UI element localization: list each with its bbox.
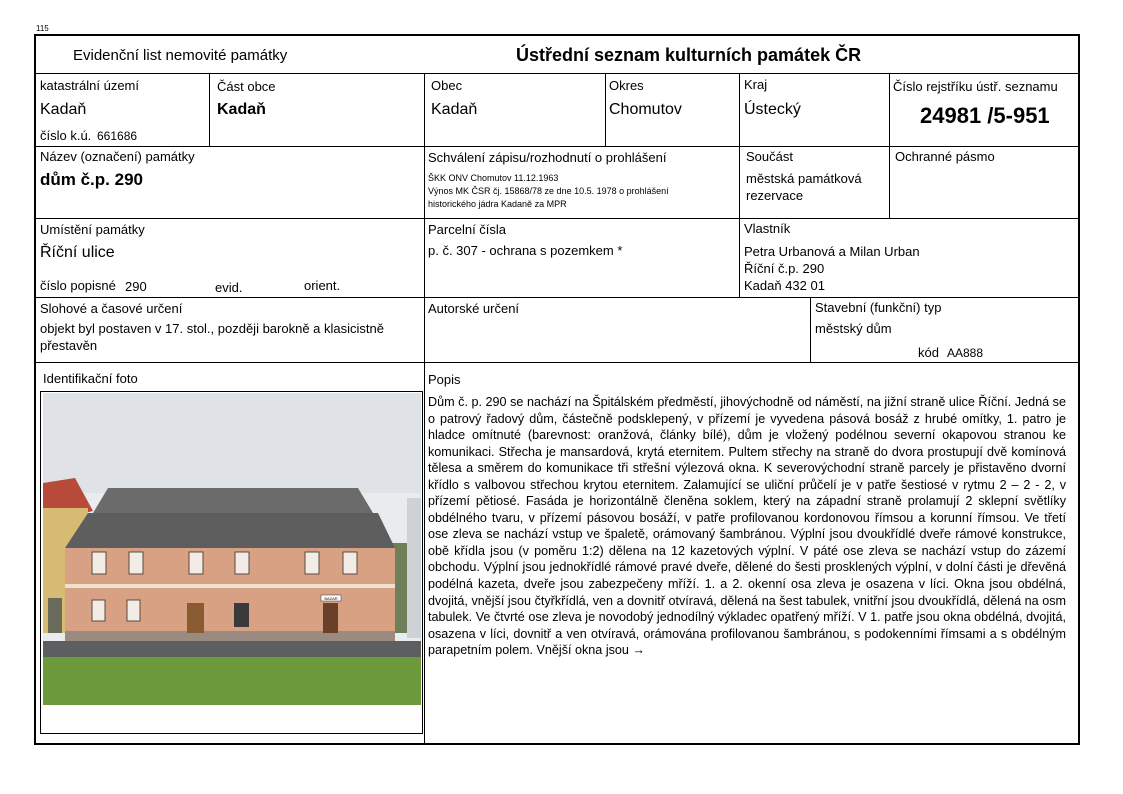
- page-number: 115: [36, 24, 49, 33]
- kraj-label: Kraj: [744, 77, 768, 92]
- building-photo: [43, 393, 421, 705]
- kod-value: AA888: [947, 346, 984, 360]
- divider: [424, 74, 425, 744]
- vlastnik-line1: Petra Urbanová a Milan Urban: [744, 244, 920, 259]
- cislo-ku-label: číslo k.ú.: [40, 128, 92, 143]
- shop-sign: BAZAR: [324, 596, 338, 601]
- katastralni-value: Kadaň: [40, 101, 87, 118]
- divider: [35, 362, 1079, 363]
- popis-label: Popis: [428, 372, 461, 387]
- schvaleni-line2: Výnos MK ČSR čj. 15868/78 ze dne 10.5. 1978 o prohlášení: [428, 186, 669, 196]
- cast-obce-value: Kadaň: [217, 101, 266, 118]
- divider: [605, 74, 606, 146]
- vlastnik-label: Vlastník: [744, 221, 791, 236]
- ochranne-label: Ochranné pásmo: [895, 149, 995, 164]
- evid-label: evid.: [215, 280, 243, 295]
- divider: [35, 73, 1079, 74]
- umisteni-value: Říční ulice: [40, 244, 115, 261]
- vlastnik-line2: Říční č.p. 290: [744, 261, 825, 276]
- soucast-line1: městská památková: [746, 171, 862, 186]
- popis-text: Dům č. p. 290 se nachází na Špitálském předměstí, jihovýchodně od náměstí, na jižní straně ulice Říční. Jedná se o patrový řadový dům, částečně podsklepený, v přízemí je vyvedena pásová bosáž z hrubé omítky, 1. patro je hladce omítnuté (barevnost: oranžová, články bílé), dům je vložený podélnou severní okapovou stranou ke komunikaci. Střecha je mansardová, krytá eternitem. Pultem střechy na straně do dvora prostupují dvě komínová tělesa a směrem do komunikace tři střešní výlezová okna. K severovýchodní straně parcely je přistavěno dvorní křídlo s valbovou střechou krytou eternitem. Zalamující se uliční průčelí je v patře šestiosé v rytmu 2 – 2 - 2, v přízemí pětiosé. Fasáda je horizontálně členěna soklem, který na západní straně prolamují 2 sklepní světlíky obdélného tvaru, v přízemí pásovou bosáží, v patře profilovanou kordonovou římsou a korunní římsou. Ve třetí ose zleva se nachází vstup ve špaletě, orámovaný šambránou. Výplní jsou dvoukřídlé dveře rámové konstrukce, obě křídla jsou (v poměru 1:2) dělena na 12 kazetových výplní. V páté ose zleva se nachází vstup do zázemí obchodu. Výplní jsou jednokřídlé rámové pravé dveře, dělené do šesti prosklených výplní, v dolní části je dřevěná podélná kazeta, dveře jsou zabezpečeny mříží. 1. a 2. okenní osa zleva je osazena v líci. Okna jsou obdélná, dvojitá, vnější jsou čtyřkřídlá, ven a dovnitř otvíravá, dělená na šest tabulek, vnitřní jsou dvoukřídlá, dělená na osm tabulek. Ve čtvrté ose zleva je novodobý jednodílný výkladec opatřený mříží. V 1. patře jsou okna obdélná, dvojitá, osazena v líci, dovnitř a ven otvíravá, orámována profilovanou šambránou, s podokenními římsami a s obdélným parapetním polem. Vnější okna jsou →: [428, 395, 1066, 658]
- kraj-value: Ústecký: [744, 101, 801, 118]
- stavebni-value: městský dům: [815, 321, 892, 336]
- parcelni-label: Parcelní čísla: [428, 222, 507, 237]
- orient-label: orient.: [304, 278, 341, 293]
- divider: [739, 74, 740, 298]
- umisteni-label: Umístění památky: [40, 222, 145, 237]
- registry-title: Ústřední seznam kulturních památek ČR: [516, 45, 862, 65]
- slohove-label: Slohové a časové určení: [40, 301, 183, 316]
- slohove-line2: přestavěn: [40, 338, 98, 353]
- form-title: Evidenční list nemovité památky: [73, 47, 288, 64]
- okres-label: Okres: [609, 78, 644, 93]
- obec-label: Obec: [431, 78, 463, 93]
- nazev-label: Název (označení) památky: [40, 149, 195, 164]
- schvaleni-line3: historického jádra Kadaně za MPR: [428, 199, 567, 209]
- katastralni-label: katastrální území: [40, 78, 139, 93]
- cislo-popisne-value: 290: [125, 279, 147, 294]
- rejstrik-label: Číslo rejstříku ústř. seznamu: [893, 79, 1058, 94]
- divider: [810, 298, 811, 362]
- kod-label: kód: [918, 345, 939, 360]
- nazev-value: dům č.p. 290: [40, 170, 143, 189]
- schvaleni-label: Schválení zápisu/rozhodnutí o prohlášení: [428, 150, 667, 165]
- divider: [35, 218, 1079, 219]
- foto-label: Identifikační foto: [43, 371, 138, 386]
- soucast-line2: rezervace: [746, 188, 804, 203]
- slohove-line1: objekt byl postaven v 17. stol., později barokně a klasicistně: [40, 321, 384, 336]
- divider: [35, 146, 1079, 147]
- parcelni-value: p. č. 307 - ochrana s pozemkem *: [428, 243, 623, 258]
- obec-value: Kadaň: [431, 101, 478, 118]
- okres-value: Chomutov: [609, 101, 682, 118]
- cast-obce-label: Část obce: [217, 79, 276, 94]
- stavebni-label: Stavební (funkční) typ: [815, 300, 942, 315]
- divider: [209, 74, 210, 146]
- autorske-label: Autorské určení: [428, 301, 520, 316]
- schvaleni-line1: ŠKK ONV Chomutov 11.12.1963: [428, 173, 559, 183]
- divider: [35, 297, 1079, 298]
- rejstrik-value: 24981 /5-951: [920, 103, 1050, 128]
- cislo-ku-value: 661686: [97, 129, 138, 143]
- divider: [889, 74, 890, 219]
- cislo-popisne-label: číslo popisné: [40, 278, 116, 293]
- vlastnik-line3: Kadaň 432 01: [744, 278, 825, 293]
- soucast-label: Součást: [746, 149, 793, 164]
